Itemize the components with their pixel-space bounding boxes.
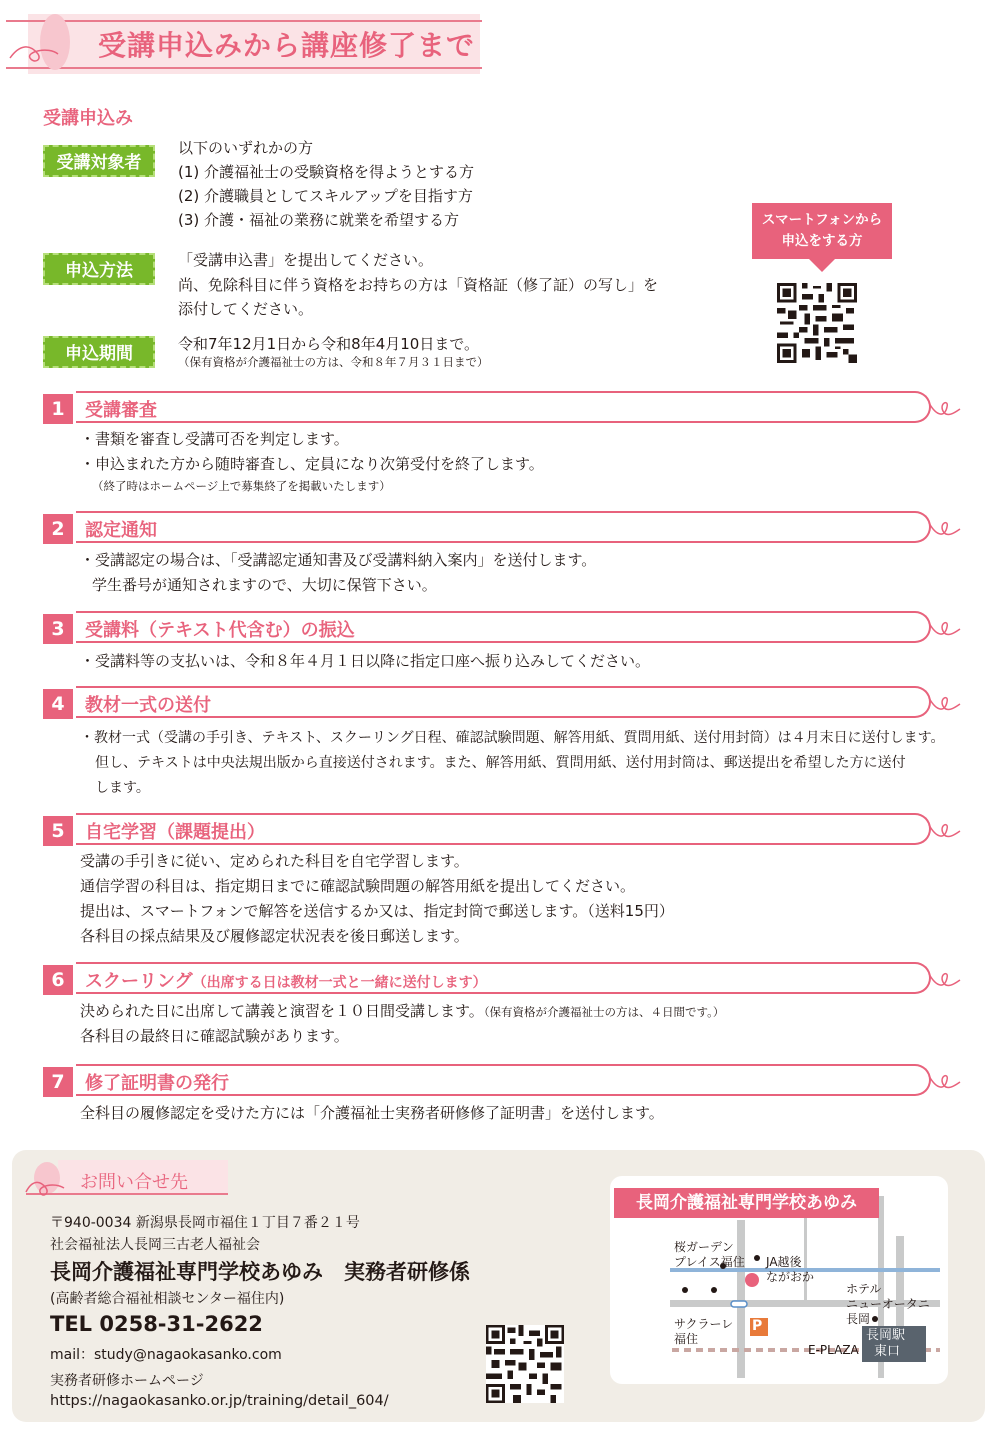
step-1-header xyxy=(43,391,958,427)
step-number: 5 xyxy=(43,816,73,846)
step-title: 自宅学習（課題提出） xyxy=(85,822,265,843)
step-2-line: 学生番号が通知されますので、大切に保管下さい。 xyxy=(92,576,437,594)
step-5-line: 通信学習の科目は、指定期日までに確認試験問題の解答用紙を提出してください。 xyxy=(80,877,636,895)
period-note: （保有資格が介護福祉士の方は、令和８年７月３１日まで） xyxy=(178,355,489,369)
method-line: 「受講申込書」を提出してください。 xyxy=(178,251,434,269)
parking-icon: P xyxy=(752,1318,763,1334)
contact-tel[interactable]: TEL 0258-31-2622 xyxy=(50,1312,263,1336)
ribbon-icon xyxy=(927,692,961,716)
period-line: 令和7年12月1日から令和8年4月10日まで。 xyxy=(178,335,480,353)
step-title: 修了証明書の発行 xyxy=(85,1073,229,1094)
step-pill xyxy=(76,391,931,423)
homepage-qr-code[interactable] xyxy=(486,1325,564,1403)
application-heading: 受講申込み xyxy=(43,108,133,129)
step-4-line: ・教材一式（受講の手引き、テキスト、スクーリング日程、確認試験問題、解答用紙、質問用紙、送付用封筒）は４月末日に送付します。 xyxy=(80,730,945,746)
step-4-header xyxy=(43,686,958,722)
step-5-line: 各科目の採点結果及び履修認定状況表を後日郵送します。 xyxy=(80,927,469,945)
step-2-line: ・受講認定の場合は、「受講認定通知書及び受講料納入案内」を送付します。 xyxy=(80,551,597,569)
map-label-eplaza: E-PLAZA xyxy=(808,1343,859,1357)
tag-arrow xyxy=(809,259,835,272)
banner-line xyxy=(6,67,482,69)
step-6-note: （保有資格が介護福祉士の方は、４日間です。） xyxy=(483,1005,725,1019)
step-title: 教材一式の送付 xyxy=(85,695,211,716)
qr-caption: スマートフォンから xyxy=(761,212,883,228)
step-1-line: ・申込まれた方から随時審査し、定員になり次第受付を終了します。 xyxy=(80,455,544,473)
target-line: (2) 介護職員としてスキルアップを目指す方 xyxy=(178,187,473,205)
map-label-station: 東口 xyxy=(874,1344,901,1359)
target-line: (1) 介護福祉士の受験資格を得ようとする方 xyxy=(178,163,475,181)
homepage-label: 実務者研修ホームページ xyxy=(50,1373,204,1389)
map-label-hotel: ホテル xyxy=(846,1282,882,1296)
smartphone-apply-tag xyxy=(752,203,892,259)
map-label-ja: ながおか xyxy=(766,1270,815,1284)
contact-title: お問い合せ先 xyxy=(80,1172,188,1193)
map-label-station: 長岡駅 xyxy=(866,1328,906,1343)
step-pill xyxy=(76,511,931,543)
step-6-text: 決められた日に出席して講義と演習を１０日間受講します。 xyxy=(80,1002,484,1020)
map-label-sakura-garden: 桜ガーデン xyxy=(674,1240,734,1254)
method-line: 尚、免除科目に伴う資格をお持ちの方は「資格証（修了証）の写し」を xyxy=(178,276,659,294)
ribbon-icon xyxy=(927,397,961,421)
step-number: 4 xyxy=(43,689,73,719)
step-6-header xyxy=(43,962,958,998)
step-title-main: スクーリング xyxy=(85,971,193,992)
ribbon-icon xyxy=(927,1070,961,1094)
ribbon-icon xyxy=(927,968,961,992)
step-title-sub: （出席する日は教材一式と一緒に送付します） xyxy=(192,975,487,991)
method-line: 添付してください。 xyxy=(178,300,314,318)
homepage-url[interactable]: https://nagaokasanko.or.jp/training/detail_604/ xyxy=(50,1393,389,1409)
step-1-note: （終了時はホームページ上で募集終了を掲載いたします） xyxy=(92,479,391,493)
map-label-sakurare: 福住 xyxy=(674,1332,699,1346)
target-tag: 受講対象者 xyxy=(43,145,155,177)
contact-center: (高齢者総合福祉相談センター福住内) xyxy=(50,1291,285,1307)
step-3-header xyxy=(43,611,958,647)
step-title: 認定通知 xyxy=(85,520,157,541)
step-title: 受講審査 xyxy=(85,400,157,421)
contact-corp: 社会福祉法人長岡三古老人福祉会 xyxy=(50,1237,260,1253)
step-5-header xyxy=(43,813,958,849)
step-7-header xyxy=(43,1064,958,1100)
map-label-sakura-garden: プレイス福住 xyxy=(674,1255,745,1269)
step-title: 受講料（テキスト代含む）の振込 xyxy=(85,620,355,641)
ribbon-icon xyxy=(927,819,961,843)
step-5-line: 受講の手引きに従い、定められた科目を自宅学習します。 xyxy=(80,852,469,870)
step-7-line: 全科目の履修認定を受けた方には「介護福祉士実務者研修修了証明書」を送付します。 xyxy=(80,1104,664,1122)
page-title: 受講申込みから講座修了まで xyxy=(98,29,476,62)
step-6-line xyxy=(80,999,724,1024)
school-name: 長岡介護福祉専門学校あゆみ 実務者研修係 xyxy=(50,1260,470,1284)
map-label-hotel: 長岡 xyxy=(846,1312,871,1326)
map-title: 長岡介護福祉専門学校あゆみ xyxy=(614,1188,879,1218)
banner-line xyxy=(6,20,482,22)
ribbon-icon xyxy=(8,40,68,70)
step-4-line: 但し、テキストは中央法規出版から直接送付されます。また、解答用紙、質問用紙、送付用封筒は、郵送提出を希望した方に送付 xyxy=(95,755,906,771)
application-qr-code[interactable] xyxy=(776,283,858,363)
step-number: 3 xyxy=(43,614,73,644)
target-line: 以下のいずれかの方 xyxy=(178,139,314,157)
step-4-line: します。 xyxy=(95,780,150,796)
map-label-ja: JA越後 xyxy=(766,1255,802,1269)
ribbon-icon xyxy=(24,1174,68,1202)
step-6-line: 各科目の最終日に確認試験があります。 xyxy=(80,1027,349,1045)
method-tag: 申込方法 xyxy=(43,253,155,285)
period-tag: 申込期間 xyxy=(43,336,155,368)
step-number: 2 xyxy=(43,514,73,544)
step-title xyxy=(85,967,487,993)
target-line: (3) 介護・福祉の業務に就業を希望する方 xyxy=(178,211,460,229)
step-3-line: ・受講料等の支払いは、令和８年４月１日以降に指定口座へ振り込みしてください。 xyxy=(80,652,651,670)
step-number: 6 xyxy=(43,965,73,995)
step-5-line: 提出は、スマートフォンで解答を送信するか又は、指定封筒で郵送します。（送料15円） xyxy=(80,902,674,920)
contact-mail[interactable]: mail：study@nagaokasanko.com xyxy=(50,1347,282,1363)
contact-address: 〒940-0034 新潟県長岡市福住１丁目７番２１号 xyxy=(50,1215,360,1231)
map-label-hotel: ニューオータニ xyxy=(846,1297,930,1311)
step-number: 1 xyxy=(43,394,73,424)
step-number: 7 xyxy=(43,1067,73,1097)
step-1-line: ・書類を審査し受講可否を判定します。 xyxy=(80,430,349,448)
step-2-header xyxy=(43,511,958,547)
ribbon-icon xyxy=(927,617,961,641)
qr-caption: 申込をする方 xyxy=(781,233,863,249)
map-label-sakurare: サクラーレ xyxy=(674,1317,734,1331)
ribbon-icon xyxy=(927,517,961,541)
